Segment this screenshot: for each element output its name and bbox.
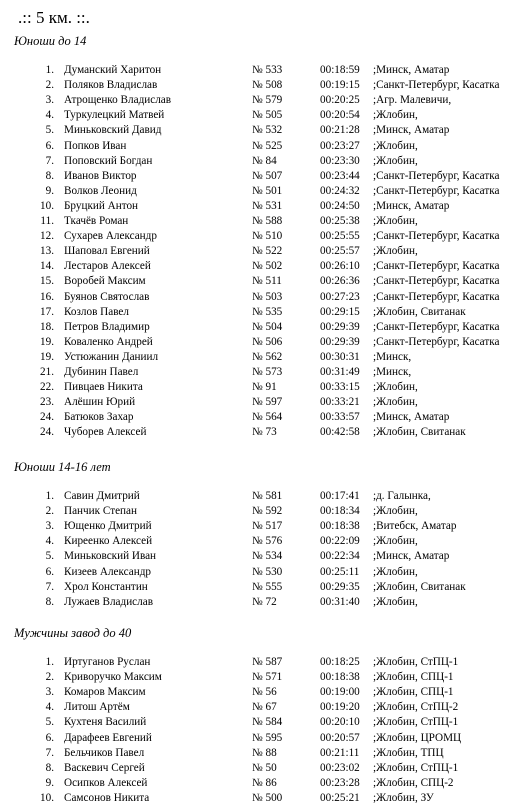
result-row bbox=[0, 320, 510, 335]
result-row bbox=[0, 504, 510, 519]
athlete-club: ;Минск, bbox=[373, 366, 412, 378]
athlete-name: Ткачёв Роман bbox=[64, 215, 129, 227]
bib-number: № 532 bbox=[252, 124, 283, 137]
athlete-name: Пивцаев Никита bbox=[64, 381, 143, 394]
athlete-club: ;Жлобин, СтПЦ-1 bbox=[373, 656, 459, 668]
bib-number: № 504 bbox=[252, 320, 283, 333]
finish-time: 00:17:41 bbox=[320, 490, 360, 502]
result-row bbox=[0, 395, 510, 410]
result-row bbox=[0, 154, 510, 169]
bib-number: № 73 bbox=[252, 426, 277, 439]
finish-time: 00:19:20 bbox=[320, 701, 360, 714]
result-row bbox=[0, 244, 510, 259]
result-row bbox=[0, 534, 510, 549]
athlete-club: ;Агр. Малевичи, bbox=[373, 94, 452, 107]
bib-number: № 507 bbox=[252, 169, 283, 182]
athlete-name: Кухтеня Василий bbox=[64, 716, 147, 729]
athlete-club: ;Жлобин, СтПЦ-1 bbox=[373, 761, 459, 774]
athlete-name: Воробей Максим bbox=[64, 275, 146, 288]
finish-time: 00:23:02 bbox=[320, 761, 360, 774]
finish-time: 00:25:11 bbox=[320, 565, 360, 578]
athlete-club: ;Жлобин, bbox=[373, 381, 418, 394]
finish-time: 00:25:38 bbox=[320, 215, 360, 227]
page-title: .:: 5 км. ::. bbox=[18, 8, 90, 27]
athlete-name: Савин Дмитрий bbox=[64, 490, 140, 502]
athlete-name: Шаповал Евгений bbox=[64, 245, 150, 258]
athlete-name: Иванов Виктор bbox=[64, 169, 137, 182]
athlete-club: ;Жлобин, Свитанак bbox=[373, 305, 466, 318]
athlete-name: Бруцкий Антон bbox=[64, 199, 139, 212]
result-row bbox=[0, 274, 510, 289]
athlete-club: ;Санкт-Петербург, Касатка bbox=[373, 79, 500, 92]
result-row bbox=[0, 791, 510, 806]
bib-number: № 573 bbox=[252, 366, 283, 378]
result-row bbox=[0, 78, 510, 93]
athlete-name: Попков Иван bbox=[64, 139, 127, 152]
finish-time: 00:20:25 bbox=[320, 94, 360, 107]
finish-time: 00:31:49 bbox=[320, 366, 360, 378]
bib-number: № 86 bbox=[252, 776, 277, 789]
place-number: 3. bbox=[45, 520, 54, 533]
athlete-name: Литош Артём bbox=[64, 701, 130, 714]
athlete-name: Иртуганов Руслан bbox=[64, 656, 151, 668]
place-number: 2. bbox=[45, 79, 54, 92]
finish-time: 00:21:11 bbox=[320, 746, 360, 759]
athlete-name: Дарафеев Евгений bbox=[64, 731, 152, 744]
athlete-name: Миньковский Давид bbox=[64, 124, 162, 137]
athlete-name: Хрол Константин bbox=[64, 580, 148, 593]
result-row bbox=[0, 335, 510, 350]
athlete-name: Туркулецкий Матвей bbox=[64, 109, 165, 122]
place-number: 19. bbox=[40, 350, 54, 363]
athlete-name: Думанский Харитон bbox=[64, 64, 162, 76]
athlete-club: ;Жлобин, СтПЦ-2 bbox=[373, 701, 459, 714]
athlete-club: ;Минск, Аматар bbox=[373, 124, 450, 137]
athlete-name: Комаров Максим bbox=[64, 686, 146, 699]
athlete-club: ;Жлобин, ЗУ bbox=[373, 791, 434, 804]
bib-number: № 597 bbox=[252, 396, 283, 409]
result-row bbox=[0, 108, 510, 123]
athlete-club: ;Жлобин, bbox=[373, 535, 418, 548]
result-row bbox=[0, 761, 510, 776]
bib-number: № 517 bbox=[252, 520, 283, 533]
athlete-name: Алёшин Юрий bbox=[64, 396, 136, 409]
athlete-name: Лестаров Алексей bbox=[64, 260, 151, 273]
athlete-club: ;Жлобин, ЦРОМЦ bbox=[373, 731, 462, 744]
athlete-club: ;Санкт-Петербург, Касатка bbox=[373, 320, 500, 333]
athlete-name: Устюжанин Даниил bbox=[64, 350, 159, 363]
finish-time: 00:26:36 bbox=[320, 275, 360, 288]
finish-time: 00:20:10 bbox=[320, 716, 360, 729]
bib-number: № 533 bbox=[252, 64, 283, 76]
result-row bbox=[0, 93, 510, 108]
place-number: 3. bbox=[45, 94, 54, 107]
finish-time: 00:33:15 bbox=[320, 381, 360, 394]
finish-time: 00:24:32 bbox=[320, 184, 360, 197]
place-number: 16. bbox=[40, 290, 54, 303]
athlete-club: ;Санкт-Петербург, Касатка bbox=[373, 260, 500, 273]
place-number: 5. bbox=[45, 124, 54, 137]
athlete-name: Чуборев Алексей bbox=[64, 426, 147, 439]
athlete-club: ;Минск, Аматар bbox=[373, 550, 450, 563]
athlete-name: Сухарев Александр bbox=[64, 230, 157, 243]
place-number: 6. bbox=[45, 731, 54, 744]
place-number: 22. bbox=[40, 381, 54, 394]
bib-number: № 511 bbox=[252, 275, 282, 288]
result-row bbox=[0, 685, 510, 700]
athlete-club: ;Жлобин, bbox=[373, 595, 418, 608]
athlete-club: ;Санкт-Петербург, Касатка bbox=[373, 184, 500, 197]
athlete-club: ;Минск, Аматар bbox=[373, 64, 450, 76]
place-number: 5. bbox=[45, 716, 54, 729]
bib-number: № 506 bbox=[252, 335, 283, 348]
athlete-club: ;Санкт-Петербург, Касатка bbox=[373, 169, 500, 182]
finish-time: 00:31:40 bbox=[320, 595, 360, 608]
result-row bbox=[0, 595, 510, 610]
athlete-club: ;Жлобин, Свитанак bbox=[373, 426, 466, 439]
bib-number: № 581 bbox=[252, 490, 283, 502]
finish-time: 00:18:25 bbox=[320, 656, 360, 668]
result-row bbox=[0, 700, 510, 715]
athlete-club: ;Жлобин, bbox=[373, 154, 418, 167]
athlete-club: ;Жлобин, bbox=[373, 215, 418, 227]
bib-number: № 72 bbox=[252, 595, 277, 608]
bib-number: № 501 bbox=[252, 184, 283, 197]
bib-number: № 67 bbox=[252, 701, 277, 714]
place-number: 6. bbox=[45, 139, 54, 152]
athlete-club: ;Минск, Аматар bbox=[373, 411, 450, 424]
place-number: 24. bbox=[40, 411, 54, 424]
place-number: 10. bbox=[40, 791, 54, 804]
athlete-club: ;Минск, Аматар bbox=[373, 199, 450, 212]
athlete-name: Козлов Павел bbox=[64, 305, 129, 318]
bib-number: № 530 bbox=[252, 565, 283, 578]
bib-number: № 562 bbox=[252, 350, 283, 363]
place-number: 19. bbox=[40, 335, 54, 348]
result-row bbox=[0, 655, 510, 670]
athlete-name: Буянов Святослав bbox=[64, 290, 150, 303]
result-row bbox=[0, 139, 510, 154]
place-number: 1. bbox=[45, 64, 54, 76]
athlete-name: Бельчиков Павел bbox=[64, 746, 145, 759]
finish-time: 00:33:57 bbox=[320, 411, 360, 424]
athlete-club: ;Жлобин, bbox=[373, 565, 418, 578]
athlete-club: ;Санкт-Петербург, Касатка bbox=[373, 335, 500, 348]
athlete-club: ;Жлобин, bbox=[373, 245, 418, 258]
place-number: 21. bbox=[40, 366, 54, 378]
athlete-name: Криворучко Максим bbox=[64, 671, 162, 684]
place-number: 9. bbox=[45, 184, 54, 197]
place-number: 7. bbox=[45, 154, 54, 167]
place-number: 9. bbox=[45, 776, 54, 789]
athlete-club: ;Санкт-Петербург, Касатка bbox=[373, 290, 500, 303]
result-row bbox=[0, 123, 510, 138]
section-title: Юноши до 14 bbox=[14, 34, 87, 48]
place-number: 18. bbox=[40, 320, 54, 333]
athlete-name: Батюков Захар bbox=[64, 411, 134, 424]
bib-number: № 584 bbox=[252, 716, 283, 729]
finish-time: 00:18:38 bbox=[320, 520, 360, 533]
result-row bbox=[0, 519, 510, 534]
bib-number: № 91 bbox=[252, 381, 277, 394]
place-number: 4. bbox=[45, 109, 54, 122]
bib-number: № 535 bbox=[252, 305, 283, 318]
finish-time: 00:19:00 bbox=[320, 686, 360, 699]
athlete-club: ;Санкт-Петербург, Касатка bbox=[373, 230, 500, 243]
athlete-club: ;Минск, bbox=[373, 350, 412, 363]
athlete-club: ;Жлобин, СПЦ-1 bbox=[373, 686, 454, 699]
place-number: 2. bbox=[45, 671, 54, 684]
athlete-name: Поляков Владислав bbox=[64, 79, 158, 92]
finish-time: 00:25:55 bbox=[320, 230, 360, 243]
bib-number: № 564 bbox=[252, 411, 283, 424]
place-number: 24. bbox=[40, 426, 54, 439]
place-number: 6. bbox=[45, 565, 54, 578]
bib-number: № 503 bbox=[252, 290, 283, 303]
place-number: 15. bbox=[40, 275, 54, 288]
athlete-name: Петров Владимир bbox=[64, 320, 150, 333]
finish-time: 00:29:15 bbox=[320, 305, 360, 318]
result-row bbox=[0, 63, 510, 78]
athlete-name: Лужаев Владислав bbox=[64, 595, 153, 608]
finish-time: 00:22:09 bbox=[320, 535, 360, 548]
finish-time: 00:22:34 bbox=[320, 550, 360, 563]
athlete-club: ;Жлобин, Свитанак bbox=[373, 580, 466, 593]
result-row bbox=[0, 670, 510, 685]
place-number: 13. bbox=[40, 245, 54, 258]
result-row bbox=[0, 776, 510, 791]
bib-number: № 505 bbox=[252, 109, 283, 122]
finish-time: 00:23:44 bbox=[320, 169, 360, 182]
bib-number: № 50 bbox=[252, 761, 277, 774]
finish-time: 00:27:23 bbox=[320, 290, 360, 303]
section-title: Мужчины завод до 40 bbox=[14, 626, 132, 640]
bib-number: № 88 bbox=[252, 746, 277, 759]
bib-number: № 56 bbox=[252, 686, 277, 699]
finish-time: 00:24:50 bbox=[320, 199, 360, 212]
finish-time: 00:18:59 bbox=[320, 64, 360, 76]
finish-time: 00:20:57 bbox=[320, 731, 360, 744]
athlete-club: ;Жлобин, ТПЦ bbox=[373, 746, 444, 759]
place-number: 8. bbox=[45, 761, 54, 774]
finish-time: 00:20:54 bbox=[320, 109, 360, 122]
bib-number: № 502 bbox=[252, 260, 283, 273]
bib-number: № 571 bbox=[252, 671, 283, 684]
result-row bbox=[0, 380, 510, 395]
athlete-club: ;Жлобин, СтПЦ-1 bbox=[373, 716, 459, 729]
athlete-club: ;Жлобин, СПЦ-2 bbox=[373, 776, 454, 789]
place-number: 5. bbox=[45, 550, 54, 563]
finish-time: 00:33:21 bbox=[320, 396, 360, 409]
bib-number: № 595 bbox=[252, 731, 283, 744]
athlete-name: Волков Леонид bbox=[64, 184, 137, 197]
place-number: 1. bbox=[45, 490, 54, 502]
athlete-name: Осипков Алексей bbox=[64, 776, 148, 789]
athlete-name: Ющенко Дмитрий bbox=[64, 520, 152, 533]
result-row bbox=[0, 259, 510, 274]
result-row bbox=[0, 184, 510, 199]
result-row bbox=[0, 731, 510, 746]
bib-number: № 555 bbox=[252, 580, 283, 593]
finish-time: 00:29:39 bbox=[320, 320, 360, 333]
bib-number: № 592 bbox=[252, 505, 283, 518]
bib-number: № 525 bbox=[252, 139, 283, 152]
athlete-club: ;Жлобин, СПЦ-1 bbox=[373, 671, 454, 684]
place-number: 8. bbox=[45, 595, 54, 608]
result-row bbox=[0, 425, 510, 440]
athlete-name: Кизеев Александр bbox=[64, 565, 152, 578]
place-number: 4. bbox=[45, 535, 54, 548]
bib-number: № 588 bbox=[252, 215, 283, 227]
result-row bbox=[0, 290, 510, 305]
result-row bbox=[0, 350, 510, 365]
result-row bbox=[0, 410, 510, 425]
place-number: 7. bbox=[45, 746, 54, 759]
result-row bbox=[0, 549, 510, 564]
bib-number: № 500 bbox=[252, 791, 283, 804]
finish-time: 00:25:21 bbox=[320, 791, 360, 804]
place-number: 14. bbox=[40, 260, 54, 273]
place-number: 10. bbox=[40, 199, 54, 212]
athlete-club: ;Жлобин, bbox=[373, 505, 418, 518]
finish-time: 00:30:31 bbox=[320, 350, 360, 363]
place-number: 8. bbox=[45, 169, 54, 182]
athlete-club: ;Жлобин, bbox=[373, 109, 418, 122]
place-number: 4. bbox=[45, 701, 54, 714]
place-number: 17. bbox=[40, 305, 54, 318]
finish-time: 00:23:27 bbox=[320, 139, 360, 152]
finish-time: 00:23:30 bbox=[320, 154, 360, 167]
finish-time: 00:18:34 bbox=[320, 505, 360, 518]
result-row bbox=[0, 214, 510, 229]
result-row bbox=[0, 169, 510, 184]
place-number: 11. bbox=[40, 215, 54, 227]
result-row bbox=[0, 199, 510, 214]
bib-number: № 84 bbox=[252, 154, 277, 167]
athlete-name: Дубинин Павел bbox=[64, 366, 139, 378]
result-row bbox=[0, 489, 510, 504]
result-row bbox=[0, 715, 510, 730]
result-row bbox=[0, 580, 510, 595]
finish-time: 00:26:10 bbox=[320, 260, 360, 273]
athlete-name: Поповский Богдан bbox=[64, 154, 153, 167]
athlete-name: Киреенко Алексей bbox=[64, 535, 153, 548]
athlete-club: ;Витебск, Аматар bbox=[373, 520, 457, 533]
bib-number: № 576 bbox=[252, 535, 283, 548]
bib-number: № 587 bbox=[252, 656, 283, 668]
result-row bbox=[0, 229, 510, 244]
bib-number: № 534 bbox=[252, 550, 283, 563]
athlete-club: ;Санкт-Петербург, Касатка bbox=[373, 275, 500, 288]
bib-number: № 522 bbox=[252, 245, 283, 258]
finish-time: 00:18:38 bbox=[320, 671, 360, 684]
finish-time: 00:23:28 bbox=[320, 776, 360, 789]
finish-time: 00:25:57 bbox=[320, 245, 360, 258]
athlete-club: ;Жлобин, bbox=[373, 139, 418, 152]
athlete-name: Васкевич Сергей bbox=[64, 761, 145, 774]
athlete-name: Атрощенко Владислав bbox=[64, 94, 172, 107]
finish-time: 00:29:35 bbox=[320, 580, 360, 593]
section-title: Юноши 14-16 лет bbox=[14, 460, 111, 474]
athlete-club: ;Жлобин, bbox=[373, 396, 418, 409]
place-number: 2. bbox=[45, 505, 54, 518]
result-row bbox=[0, 365, 510, 380]
finish-time: 00:42:58 bbox=[320, 426, 360, 439]
finish-time: 00:29:39 bbox=[320, 335, 360, 348]
athlete-name: Самсонов Никита bbox=[64, 791, 150, 804]
place-number: 12. bbox=[40, 230, 54, 243]
athlete-name: Панчик Степан bbox=[64, 505, 137, 518]
result-row bbox=[0, 746, 510, 761]
result-row bbox=[0, 565, 510, 580]
bib-number: № 510 bbox=[252, 230, 283, 243]
athlete-name: Коваленко Андрей bbox=[64, 335, 153, 348]
place-number: 23. bbox=[40, 396, 54, 409]
athlete-club: ;д. Галынка, bbox=[373, 490, 431, 502]
bib-number: № 579 bbox=[252, 94, 283, 107]
finish-time: 00:19:15 bbox=[320, 79, 360, 92]
finish-time: 00:21:28 bbox=[320, 124, 360, 137]
athlete-name: Миньковский Иван bbox=[64, 550, 157, 563]
bib-number: № 531 bbox=[252, 199, 283, 212]
result-row bbox=[0, 305, 510, 320]
place-number: 1. bbox=[45, 656, 54, 668]
place-number: 3. bbox=[45, 686, 54, 699]
place-number: 7. bbox=[45, 580, 54, 593]
bib-number: № 508 bbox=[252, 79, 283, 92]
